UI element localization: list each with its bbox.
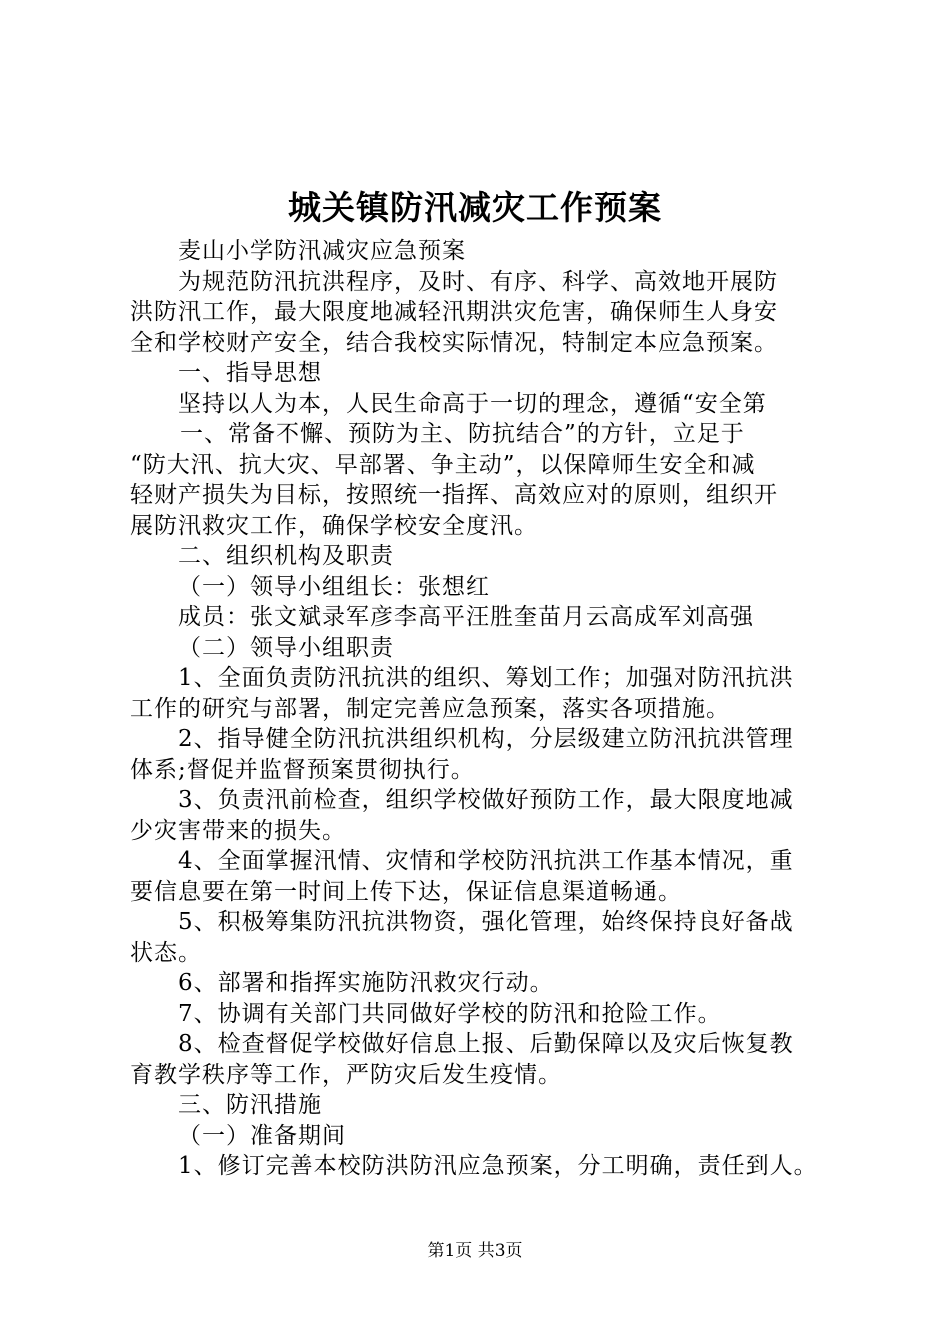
paragraph-line: 坚持以人为本，人民生命高于一切的理念，遵循“安全第 xyxy=(178,390,767,417)
page-footer: 第1页 共3页 xyxy=(427,1241,523,1261)
paragraph-line: 8、检查督促学校做好信息上报、后勤保障以及灾后恢复教 xyxy=(178,1031,794,1057)
paragraph-line: 为规范防汛抗洪程序，及时、有序、科学、高效地开展防 xyxy=(178,268,778,295)
paragraph-line: 2、指导健全防汛抗洪组织机构，分层级建立防汛抗洪管理 xyxy=(178,726,794,752)
paragraph-line: 轻财产损失为目标，按照统一指挥、高效应对的原则，组织开 xyxy=(130,482,778,508)
paragraph-line: 一、常备不懈、预防为主、防抗结合”的方针，立足于 xyxy=(180,421,745,447)
paragraph-line: 3、负责汛前检查，组织学校做好预防工作，最大限度地减 xyxy=(178,787,794,813)
paragraph-line: 1、全面负责防汛抗洪的组织、筹划工作；加强对防汛抗洪 xyxy=(178,665,794,691)
paragraph-line: 4、全面掌握汛情、灾情和学校防汛抗洪工作基本情况，重 xyxy=(178,848,794,874)
paragraph-line: 三、防汛措施 xyxy=(178,1092,322,1118)
paragraph-line: 麦山小学防汛减灾应急预案 xyxy=(178,238,466,264)
paragraph-line: 二、组织机构及职责 xyxy=(178,543,394,569)
paragraph-line: 要信息要在第一时间上传下达，保证信息渠道畅通。 xyxy=(130,878,682,905)
paragraph-line: 5、积极筹集防汛抗洪物资，强化管理，始终保持良好备战 xyxy=(178,909,794,935)
paragraph-line: 体系;督促并监督预案贯彻执行。 xyxy=(130,756,475,783)
paragraph-line: 展防汛救灾工作，确保学校安全度汛。 xyxy=(130,512,538,539)
paragraph-line: 状态。 xyxy=(130,939,202,966)
paragraph-line: 育教学秩序等工作，严防灾后发生疫情。 xyxy=(130,1061,562,1088)
paragraph-line: （一）准备期间 xyxy=(178,1122,346,1149)
paragraph-line: 1、修订完善本校防洪防汛应急预案，分工明确，责任到人。 xyxy=(178,1153,818,1179)
paragraph-line: 一、指导思想 xyxy=(178,360,322,386)
paragraph-line: 7、协调有关部门共同做好学校的防汛和抢险工作。 xyxy=(178,1000,722,1027)
paragraph-line: 少灾害带来的损失。 xyxy=(130,817,346,844)
document-title: 城关镇防汛减灾工作预案 xyxy=(288,188,662,227)
paragraph-line: 洪防汛工作，最大限度地减轻汛期洪灾危害，确保师生人身安 xyxy=(130,299,778,325)
paragraph-line: （一）领导小组组长：张想红 xyxy=(178,573,490,600)
paragraph-line: 全和学校财产安全，结合我校实际情况，特制定本应急预案。 xyxy=(130,329,778,356)
paragraph-line: 6、部署和指挥实施防汛救灾行动。 xyxy=(178,970,554,996)
paragraph-line: （二）领导小组职责 xyxy=(178,634,394,661)
paragraph-line: “防大汛、抗大灾、早部署、争主动”，以保障师生安全和减 xyxy=(130,451,756,478)
paragraph-line: 成员：张文斌录军彦李高平汪胜奎苗月云高成军刘高强 xyxy=(178,604,754,630)
paragraph-line: 工作的研究与部署，制定完善应急预案，落实各项措施。 xyxy=(130,695,730,722)
document-body xyxy=(130,236,850,1182)
